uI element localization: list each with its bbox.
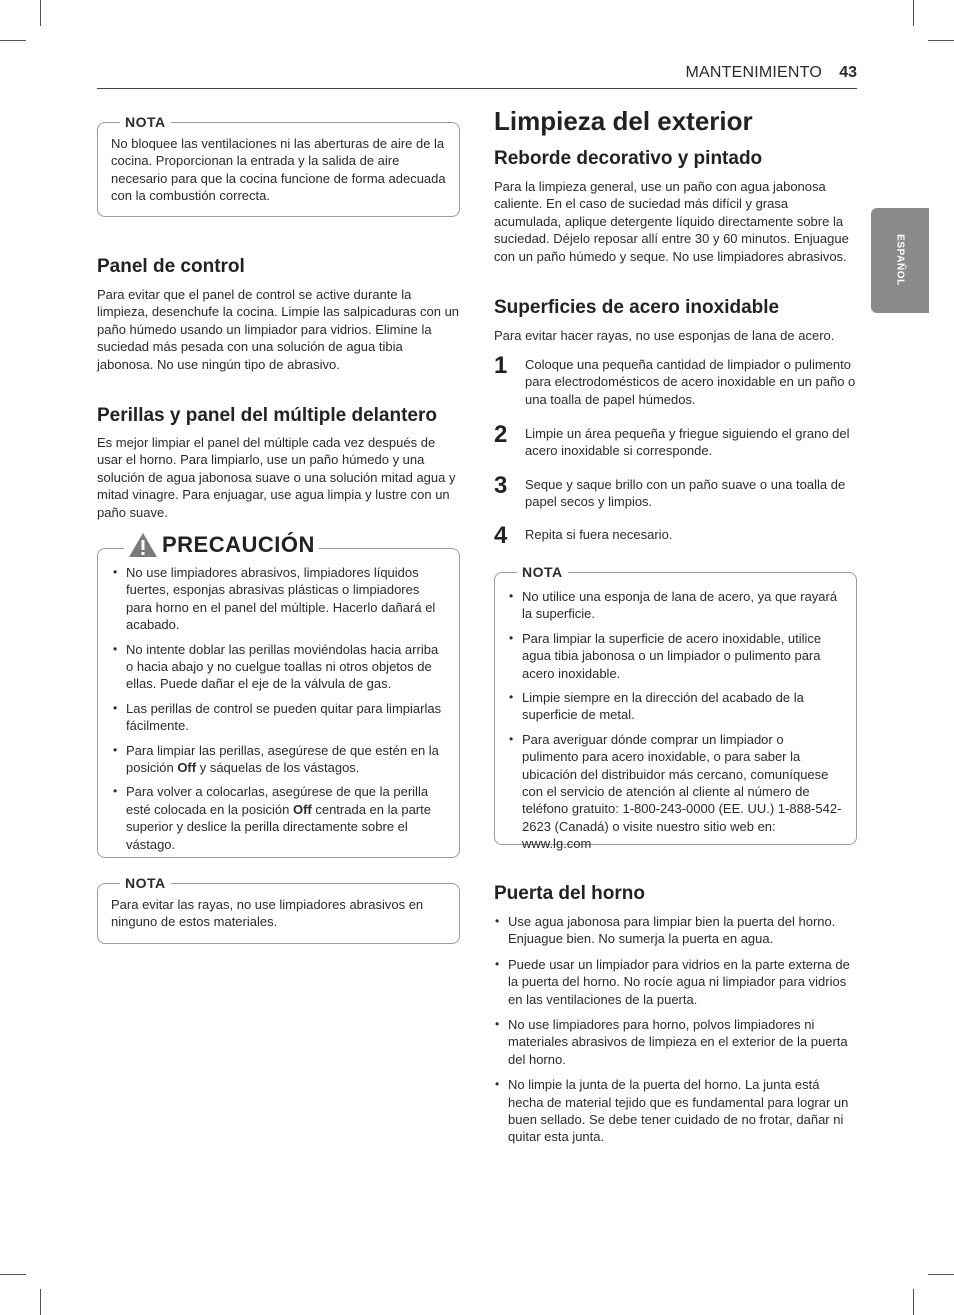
- list-item: • No limpie la junta de la puerta del horno. La junta está hecha de material tejido que es fundamental para lograr un buen sellado. Se debe tener cuidado de no frotar, dañar ni quitar esta junta.: [494, 1076, 857, 1146]
- puerta-heading: Puerta del horno: [494, 883, 645, 904]
- section-title: MANTENIMIENTO: [685, 64, 822, 81]
- perillas-text: Es mejor limpiar el panel del múltiple cada vez después de usar el horno. Para limpiarlo, use un paño húmedo y una solución de agua jabonosa suave o una solución mitad agua y mitad vinagre. Para enjuagar, use agua limpia y lustre con un paño suave.: [97, 435, 456, 520]
- list-item: • Para averiguar dónde comprar un limpiador o pulimento para acero inoxidable, o para saber la ubicación del distribuidor más cercano, comuníquese con el servicio de atención al cliente al número de teléfono gratuito: 1-800-243-0000 (EE. UU.) 1-888-542-2623 (Canadá) o visite nuestro sitio web en: www.lg.com: [508, 731, 843, 853]
- puerta-list: [494, 913, 857, 1153]
- crop-mark: [928, 40, 954, 41]
- crop-mark: [40, 1289, 41, 1315]
- step-number: 1: [494, 352, 508, 379]
- crop-mark: [913, 0, 914, 26]
- list-item: • No use limpiadores para horno, polvos limpiadores ni materiales abrasivos de limpieza en el exterior de la puerta del horno.: [494, 1016, 857, 1068]
- page-number: 43: [839, 64, 857, 81]
- list-item: • Para volver a colocarlas, asegúrese de que la perilla esté colocada en la posición Off centrada en la parte superior y deslice la perilla directamente sobre el vástago.: [112, 783, 442, 853]
- note-box-abrasives: [97, 875, 460, 944]
- list-item: • Use agua jabonosa para limpiar bien la puerta del horno. Enjuague bien. No sumerja la puerta en agua.: [494, 913, 857, 948]
- note-text: No bloquee las ventilaciones ni las aberturas de aire de la cocina. Proporcionan la entrada y la salida de aire necesario para que la cocina funcione de forma adecuada con la combustión correcta.: [111, 136, 446, 204]
- note-list: [508, 588, 843, 860]
- language-tab-label: ESPAÑOL: [894, 234, 906, 286]
- caution-title: PRECAUCIÓN: [162, 532, 315, 557]
- crop-mark: [0, 1274, 26, 1275]
- step-text: Repita si fuera necesario.: [525, 527, 673, 542]
- note-box-ventilation: [97, 114, 460, 217]
- acero-intro: Para evitar hacer rayas, no use esponjas de lana de acero.: [494, 328, 835, 343]
- note-label: NOTA: [517, 564, 568, 580]
- note-label: NOTA: [120, 875, 171, 891]
- crop-mark: [928, 1274, 954, 1275]
- list-item: • Para limpiar la superficie de acero inoxidable, utilice agua tibia jabonosa o un limpiador o pulimento para acero inoxidable.: [508, 630, 843, 682]
- caution-box: [97, 532, 460, 858]
- list-item: • Para limpiar las perillas, asegúrese de que estén en la posición Off y sáquelas de los vástagos.: [112, 742, 442, 777]
- page-title: Limpieza del exterior: [494, 106, 753, 136]
- step-number: 3: [494, 472, 508, 499]
- list-item: • Puede usar un limpiador para vidrios en la parte externa de la puerta del horno. No rocíe agua ni limpiador para vidrios en las ventilaciones de la puerta.: [494, 956, 857, 1008]
- note-box-steel: [494, 564, 857, 852]
- list-item: • Limpie siempre en la dirección del acabado de la superficie de metal.: [508, 689, 843, 724]
- step-text: Seque y saque brillo con un paño suave o una toalla de papel secos y limpios.: [525, 477, 846, 510]
- list-item: • No use limpiadores abrasivos, limpiadores líquidos fuertes, esponjas abrasivas plásticas o limpiadores para horno en el panel del múltiple. Hacerlo dañará el acabado.: [112, 564, 442, 634]
- crop-mark: [913, 1289, 914, 1315]
- reborde-heading: Reborde decorativo y pintado: [494, 148, 763, 169]
- list-item: • No intente doblar las perillas moviéndolas hacia arriba o hacia abajo y no cuelgue toallas ni otros objetos de ellas. Puede dañar el eje de la válvula de gas.: [112, 641, 442, 693]
- language-tab: [871, 208, 929, 313]
- header-divider: [97, 88, 857, 89]
- acero-heading: Superficies de acero inoxidable: [494, 297, 780, 318]
- step-text: Coloque una pequeña cantidad de limpiador o pulimento para electrodomésticos de acero inoxidable en un paño o una toalla de papel húmedos.: [525, 357, 856, 407]
- list-item: • No utilice una esponja de lana de acero, ya que rayará la superficie.: [508, 588, 843, 623]
- step-number: 2: [494, 421, 508, 448]
- crop-mark: [0, 40, 26, 41]
- caution-header: [124, 532, 319, 558]
- warning-icon: [128, 532, 158, 558]
- panel-control-text: Para evitar que el panel de control se active durante la limpieza, desenchufe la cocina. Limpie las salpicaduras con un paño húmedo usando un limpiador para vidrios. Elimine la suciedad más pesada con una solución de agua tibia jabonosa. No use ningún tipo de abrasivo.: [97, 287, 460, 372]
- step-text: Limpie un área pequeña y friegue siguiendo el grano del acero inoxidable si corresponde.: [525, 426, 850, 459]
- step-number: 4: [494, 522, 508, 549]
- crop-mark: [40, 0, 41, 26]
- note-label: NOTA: [120, 114, 171, 130]
- caution-list: [112, 564, 442, 860]
- perillas-heading: Perillas y panel del múltiple delantero: [97, 405, 437, 426]
- list-item: • Las perillas de control se pueden quitar para limpiarlas fácilmente.: [112, 700, 442, 735]
- note-text: Para evitar las rayas, no use limpiadores abrasivos en ninguno de estos materiales.: [111, 897, 424, 930]
- panel-control-heading: Panel de control: [97, 256, 245, 277]
- reborde-text: Para la limpieza general, use un paño con agua jabonosa caliente. En el caso de suciedad más difícil y grasa acumulada, aplique detergente líquido directamente sobre la suciedad. Déjelo reposar allí entre 30 y 60 minutos. Enjuague con un paño húmedo y seque. No use limpiadores abrasivos.: [494, 179, 849, 264]
